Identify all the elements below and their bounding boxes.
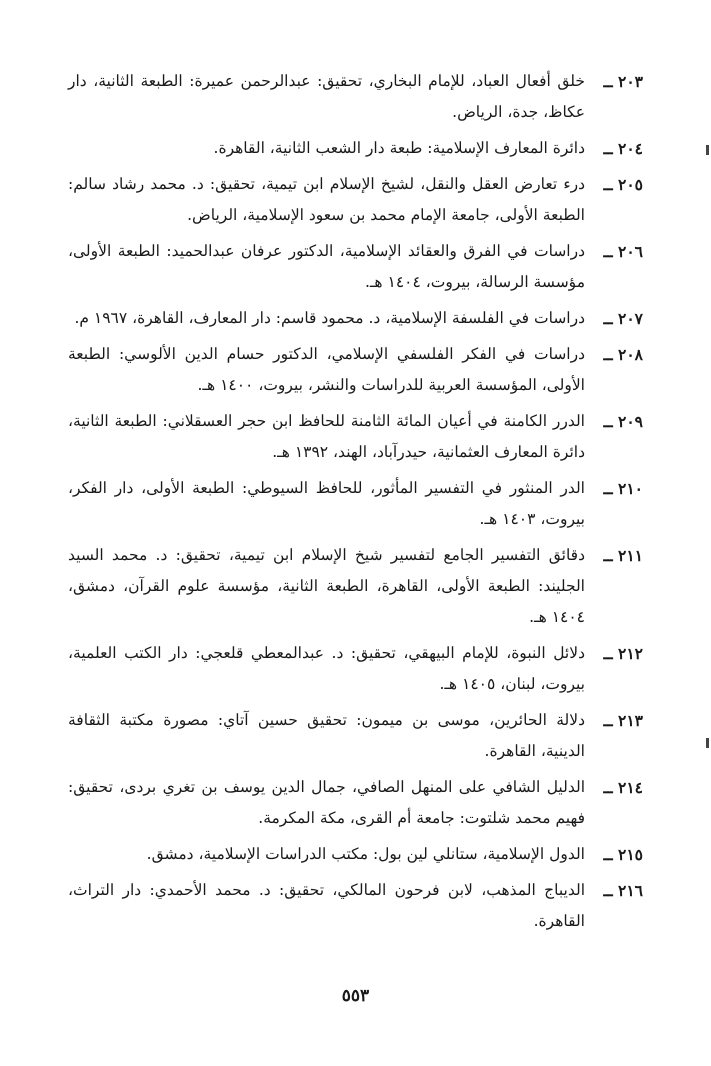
bibliography-entry xyxy=(68,339,643,401)
entry-number: ٢١٢ ــ xyxy=(603,644,643,663)
entry-text: دراسات في الفكر الفلسفي الإسلامي، الدكتور حسام الدين الألوسي: الطبعة الأولى، المؤسسة العربية للدراسات والنشر، بيروت، ١٤٠٠ هـ. xyxy=(68,345,585,394)
entry-text: الدرر الكامنة في أعيان المائة الثامنة للحافظ ابن حجر العسقلاني: الطبعة الثانية، دائرة المعارف العثمانية، حيدرآباد، الهند، ١٣٩٢ هـ. xyxy=(68,412,585,461)
entry-number: ٢٠٨ ــ xyxy=(603,345,643,364)
entry-number: ٢١٦ ــ xyxy=(603,881,643,900)
bibliography-entry xyxy=(68,875,643,937)
entry-text: دائرة المعارف الإسلامية: طبعة دار الشعب الثانية، القاهرة. xyxy=(213,139,585,157)
bibliography-entry xyxy=(68,638,643,700)
entry-text: درء تعارض العقل والنقل، لشيخ الإسلام ابن تيمية، تحقيق: د. محمد رشاد سالم: الطبعة الأولى، جامعة الإمام محمد بن سعود الإسلامية، الرياض. xyxy=(68,175,585,224)
bibliography-list xyxy=(68,66,643,942)
bibliography-entry xyxy=(68,406,643,468)
bibliography-entry xyxy=(68,839,643,870)
entry-number: ٢٠٩ ــ xyxy=(603,412,643,431)
entry-number: ٢١٣ ــ xyxy=(603,711,643,730)
bibliography-entry xyxy=(68,66,643,128)
entry-text: دلائل النبوة، للإمام البيهقي، تحقيق: د. عبدالمعطي قلعجي: دار الكتب العلمية، بيروت، لبنان، ١٤٠٥ هـ. xyxy=(68,644,585,693)
entry-number: ٢١٤ ــ xyxy=(603,778,643,797)
bibliography-entry xyxy=(68,303,643,334)
bibliography-entry xyxy=(68,133,643,164)
entry-number: ٢٠٦ ــ xyxy=(603,242,643,261)
entry-number: ٢٠٣ ــ xyxy=(603,72,643,91)
margin-mark xyxy=(706,145,709,155)
bibliography-entry xyxy=(68,772,643,834)
bibliography-entry xyxy=(68,540,643,633)
entry-text: دراسات في الفلسفة الإسلامية، د. محمود قاسم: دار المعارف، القاهرة، ١٩٦٧ م. xyxy=(74,309,585,327)
entry-number: ٢٠٥ ــ xyxy=(603,175,643,194)
entry-number: ٢١١ ــ xyxy=(603,546,643,565)
entry-number: ٢١٥ ــ xyxy=(603,845,643,864)
bibliography-entry xyxy=(68,236,643,298)
entry-number: ٢٠٤ ــ xyxy=(603,139,643,158)
entry-number: ٢١٠ ــ xyxy=(603,479,643,498)
margin-mark xyxy=(706,738,709,748)
page-number: ٥٥٣ xyxy=(341,986,370,1006)
entry-text: دراسات في الفرق والعقائد الإسلامية، الدكتور عرفان عبدالحميد: الطبعة الأولى، مؤسسة الرسالة، بيروت، ١٤٠٤ هـ. xyxy=(68,242,585,291)
entry-text: دقائق التفسير الجامع لتفسير شيخ الإسلام ابن تيمية، تحقيق: د. محمد السيد الجليند: الطبعة الأولى، القاهرة، الطبعة الثانية، مؤسسة علوم القرآن، دمشق، ١٤٠٤ هـ. xyxy=(68,546,585,626)
entry-text: خلق أفعال العباد، للإمام البخاري، تحقيق: عبدالرحمن عميرة: الطبعة الثانية، دار عكاظ، جدة، الرياض. xyxy=(68,72,585,121)
entry-number: ٢٠٧ ــ xyxy=(603,309,643,328)
entry-text: الديباج المذهب، لابن فرحون المالكي، تحقيق: د. محمد الأحمدي: دار التراث، القاهرة. xyxy=(68,881,585,930)
bibliography-entry xyxy=(68,705,643,767)
bibliography-entry xyxy=(68,169,643,231)
entry-text: الدليل الشافي على المنهل الصافي، جمال الدين يوسف بن تغري بردى، تحقيق: فهيم محمد شلتوت: جامعة أم القرى، مكة المكرمة. xyxy=(68,778,585,827)
entry-text: الدول الإسلامية، ستانلي لين بول: مكتب الدراسات الإسلامية، دمشق. xyxy=(146,845,585,863)
bibliography-entry xyxy=(68,473,643,535)
entry-text: الدر المنثور في التفسير المأثور، للحافظ السيوطي: الطبعة الأولى، دار الفكر، بيروت، ١٤٠٣ هـ. xyxy=(68,479,585,528)
entry-text: دلالة الحائرين، موسى بن ميمون: تحقيق حسين آتاي: مصورة مكتبة الثقافة الدينية، القاهرة. xyxy=(68,711,585,760)
